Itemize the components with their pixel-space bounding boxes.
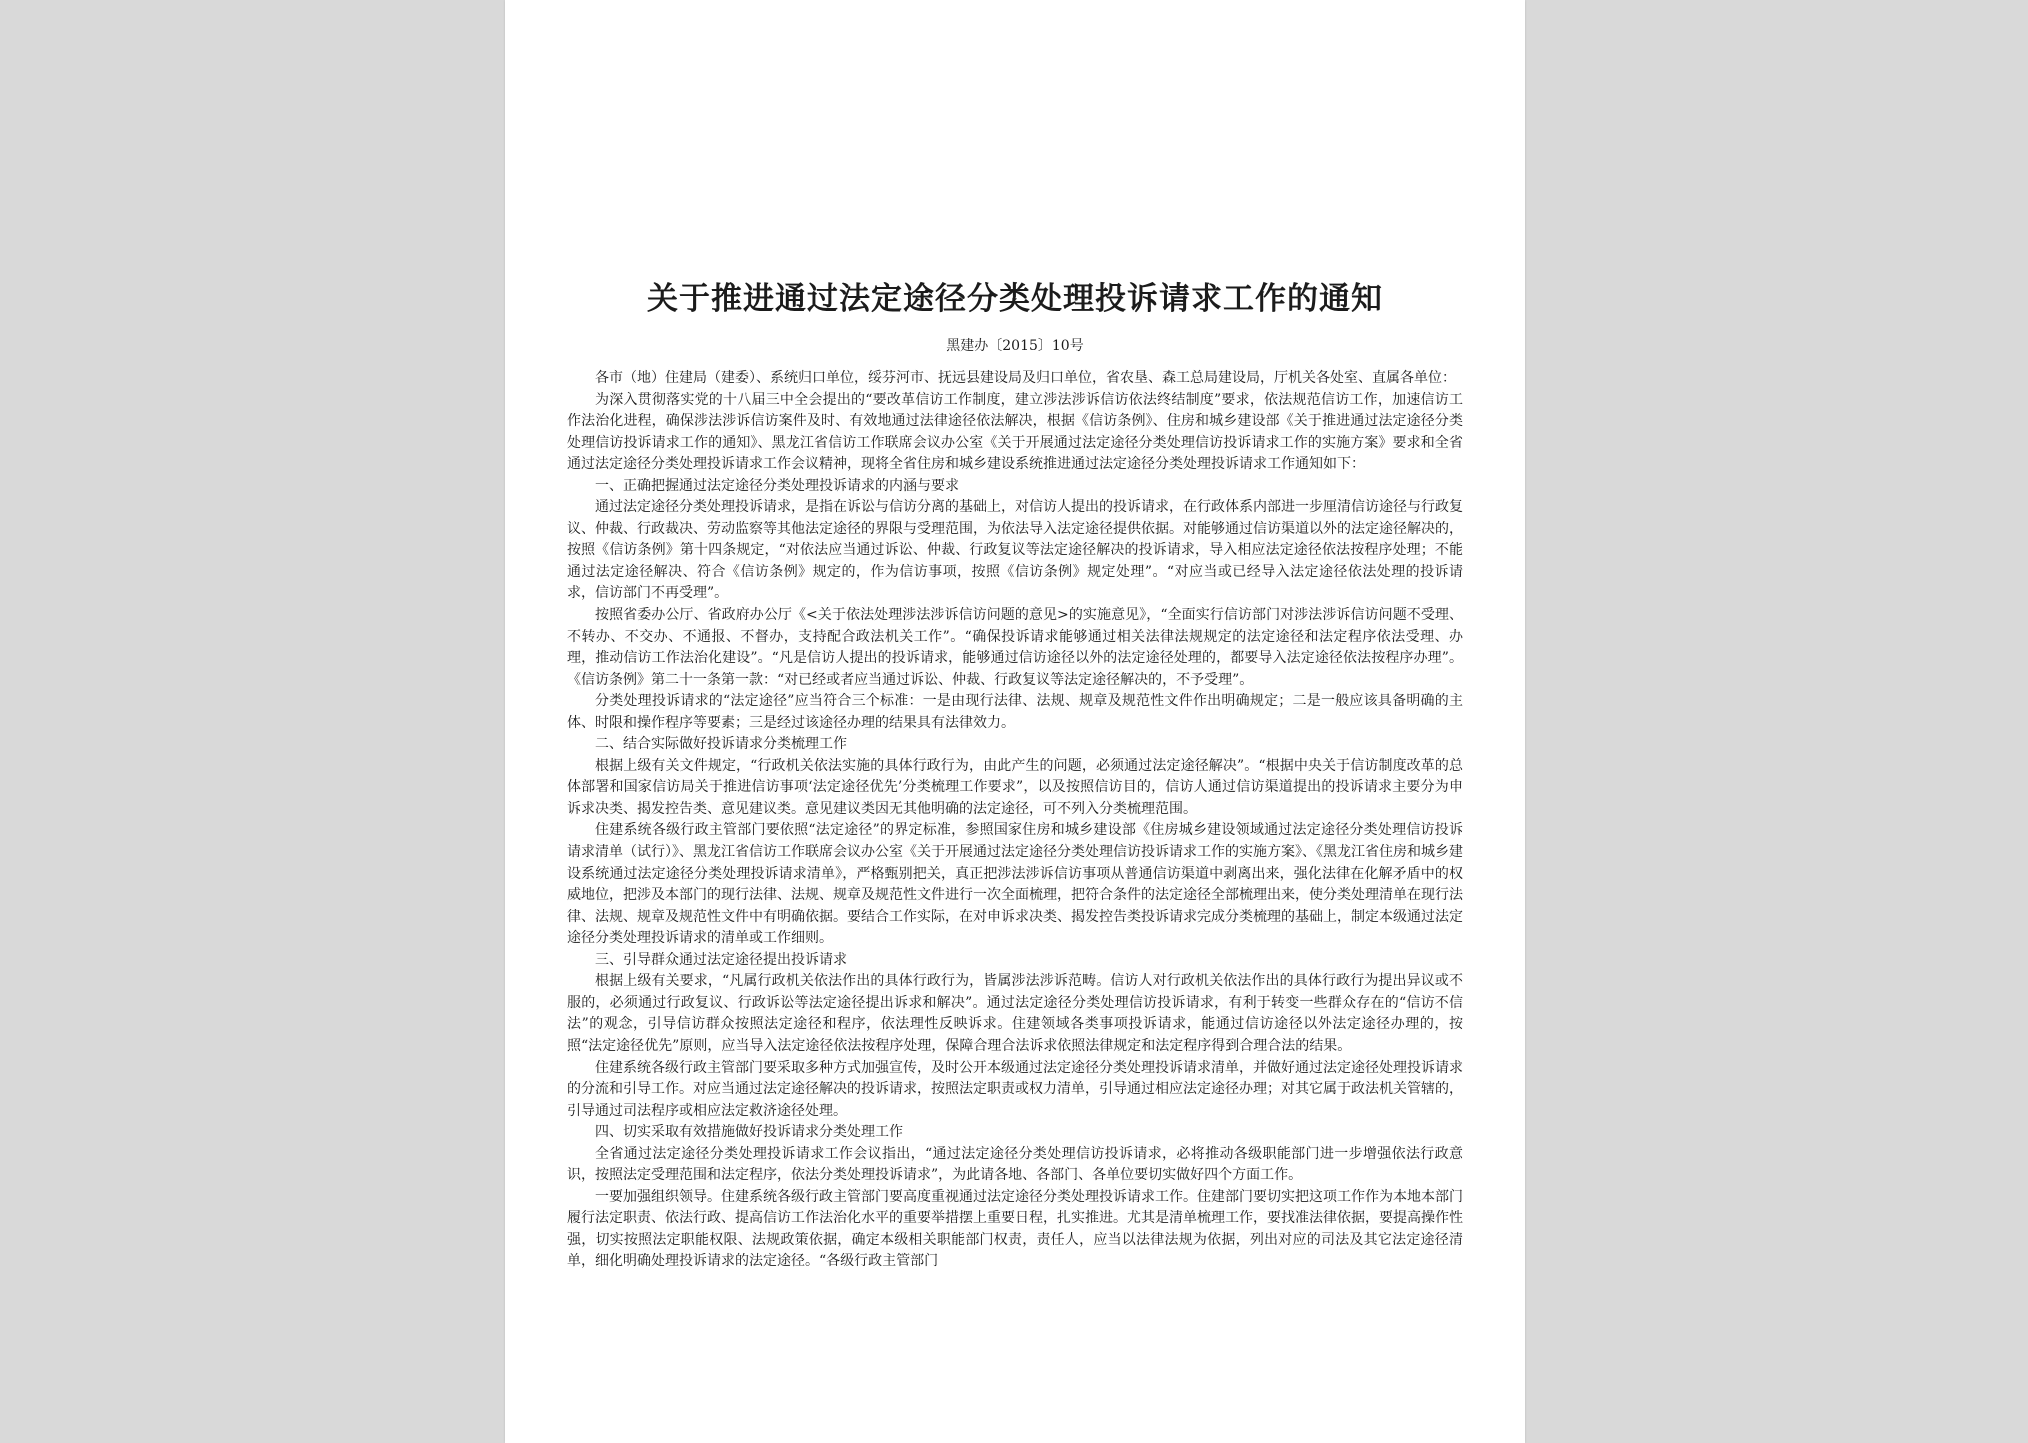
paragraph: 全省通过法定途径分类处理投诉请求工作会议指出，“通过法定途径分类处理信访投诉请求，必将推动各级职能部门进一步增强依法行政意识，按照法定受理范围和法定程序，依法分类处理投诉请求”，为此请各地、各部门、各单位要切实做好四个方面工作。 <box>567 1145 1463 1184</box>
section-heading: 二、结合实际做好投诉请求分类梳理工作 <box>595 736 847 753</box>
document-title: 关于推进通过法定途径分类处理投诉请求工作的通知 <box>647 281 1383 317</box>
section-heading: 四、切实采取有效措施做好投诉请求分类处理工作 <box>595 1124 903 1141</box>
section-heading: 一、正确把握通过法定途径分类处理投诉请求的内涵与要求 <box>595 477 959 494</box>
document-body <box>567 368 1463 1273</box>
paragraph: 通过法定途径分类处理投诉请求，是指在诉讼与信访分离的基础上，对信访人提出的投诉请求，在行政体系内部进一步厘清信访途径与行政复议、仲裁、行政裁决、劳动监察等其他法定途径的界限与受理范围，为依法导入法定途径提供依据。对能够通过信访渠道以外的法定途径解决的，按照《信访条例》第十四条规定，“对依法应当通过诉讼、仲裁、行政复议等法定途径解决的投诉请求，导入相应法定途径依法按程序处理；不能通过法定途径解决、符合《信访条例》规定的，作为信访事项，按照《信访条例》规定处理”。“对应当或已经导入法定途径依法处理的投诉请求，信访部门不再受理”。 <box>567 499 1463 602</box>
addressee: 各市（地）住建局（建委）、系统归口单位，绥芬河市、抚远县建设局及归口单位，省农垦、森工总局建设局，厅机关各处室、直属各单位： <box>595 370 1456 386</box>
paragraph: 一要加强组织领导。住建系统各级行政主管部门要高度重视通过法定途径分类处理投诉请求工作。住建部门要切实把这项工作作为本地本部门履行法定职责、依法行政、提高信访工作法治化水平的重要举措摆上重要日程，扎实推进。尤其是清单梳理工作，要找准法律依据，要提高操作性强，切实按照法定职能权限、法规政策依据，确定本级相关职能部门权责，责任人，应当以法律法规为依据，列出对应的司法及其它法定途径清单，细化明确处理投诉请求的法定途径。“各级行政主管部门 <box>567 1188 1463 1270</box>
paragraph: 住建系统各级行政主管部门要采取多种方式加强宣传，及时公开本级通过法定途径分类处理投诉请求清单，并做好通过法定途径处理投诉请求的分流和引导工作。对应当通过法定途径解决的投诉请求，按照法定职责或权力清单，引导通过相应法定途径办理；对其它属于政法机关管辖的，引导通过司法程序或相应法定救济途径处理。 <box>567 1059 1463 1119</box>
paragraph: 根据上级有关要求，“凡属行政机关依法作出的具体行政行为，皆属涉法涉诉范畴。信访人对行政机关依法作出的具体行政行为提出异议或不服的，必须通过行政复议、行政诉讼等法定途径提出诉求和解决”。通过法定途径分类处理信访投诉请求，有利于转变一些群众存在的“信访不信法”的观念，引导信访群众按照法定途径和程序，依法理性反映诉求。住建领域各类事项投诉请求，能通过信访途径以外法定途径办理的，按照“法定途径优先”原则，应当导入法定途径依法按程序处理，保障合理合法诉求依照法律规定和法定程序得到合理合法的结果。 <box>567 973 1463 1054</box>
document-number: 黑建办〔2015〕10号 <box>946 338 1084 354</box>
document-page <box>505 0 1525 1443</box>
paragraph: 根据上级有关文件规定，“行政机关依法实施的具体行政行为，由此产生的问题，必须通过法定途径解决”。“根据中央关于信访制度改革的总体部署和国家信访局关于推进信访事项‘法定途径优先’分类梳理工作要求”，以及按照信访目的，信访人通过信访渠道提出的投诉请求主要分为申诉求决类、揭发控告类、意见建议类。意见建议类因无其他明确的法定途径，可不列入分类梳理范围。 <box>567 757 1463 817</box>
paragraph: 分类处理投诉请求的“法定途径”应当符合三个标准：一是由现行法律、法规、规章及规范性文件作出明确规定；二是一般应该具备明确的主体、时限和操作程序等要素；三是经过该途径办理的结果具有法律效力。 <box>567 693 1463 731</box>
section-heading: 三、引导群众通过法定途径提出投诉请求 <box>595 951 847 968</box>
paragraph: 为深入贯彻落实党的十八届三中全会提出的“要改革信访工作制度，建立涉法涉诉信访依法终结制度”要求，依法规范信访工作，加速信访工作法治化进程，确保涉法涉诉信访案件及时、有效地通过法律途径依法解决，根据《信访条例》、住房和城乡建设部《关于推进通过法定途径分类处理信访投诉请求工作的通知》、黑龙江省信访工作联席会议办公室《关于开展通过法定途径分类处理信访投诉请求工作的实施方案》要求和全省通过法定途径分类处理投诉请求工作会议精神，现将全省住房和城乡建设系统推进通过法定途径分类处理投诉请求工作通知如下： <box>567 391 1463 473</box>
paragraph: 按照省委办公厅、省政府办公厅《<关于依法处理涉法涉诉信访问题的意见>的实施意见》，“全面实行信访部门对涉法涉诉信访问题不受理、不转办、不交办、不通报、不督办，支持配合政法机关工作”。“确保投诉请求能够通过相关法律法规规定的法定途径和法定程序依法受理、办理，推动信访工作法治化建设”。“凡是信访人提出的投诉请求，能够通过信访途径以外的法定途径处理的，都要导入法定途径依法按程序办理”。《信访条例》第二十一条第一款：“对已经或者应当通过诉讼、仲裁、行政复议等法定途径解决的，不予受理”。 <box>567 607 1463 688</box>
paragraph: 住建系统各级行政主管部门要依照“法定途径”的界定标准，参照国家住房和城乡建设部《住房城乡建设领域通过法定途径分类处理信访投诉请求清单（试行）》、黑龙江省信访工作联席会议办公室《关于开展通过法定途径分类处理信访投诉请求工作的实施方案》、《黑龙江省住房和城乡建设系统通过法定途径分类处理投诉请求清单》，严格甄别把关，真正把涉法涉诉信访事项从普通信访渠道中剥离出来，强化法律在化解矛盾中的权威地位，把涉及本部门的现行法律、法规、规章及规范性文件进行一次全面梳理，把符合条件的法定途径全部梳理出来，使分类处理清单在现行法律、法规、规章及规范性文件中有明确依据。要结合工作实际，在对申诉求决类、揭发控告类投诉请求完成分类梳理的基础上，制定本级通过法定途径分类处理投诉请求的清单或工作细则。 <box>567 822 1463 947</box>
